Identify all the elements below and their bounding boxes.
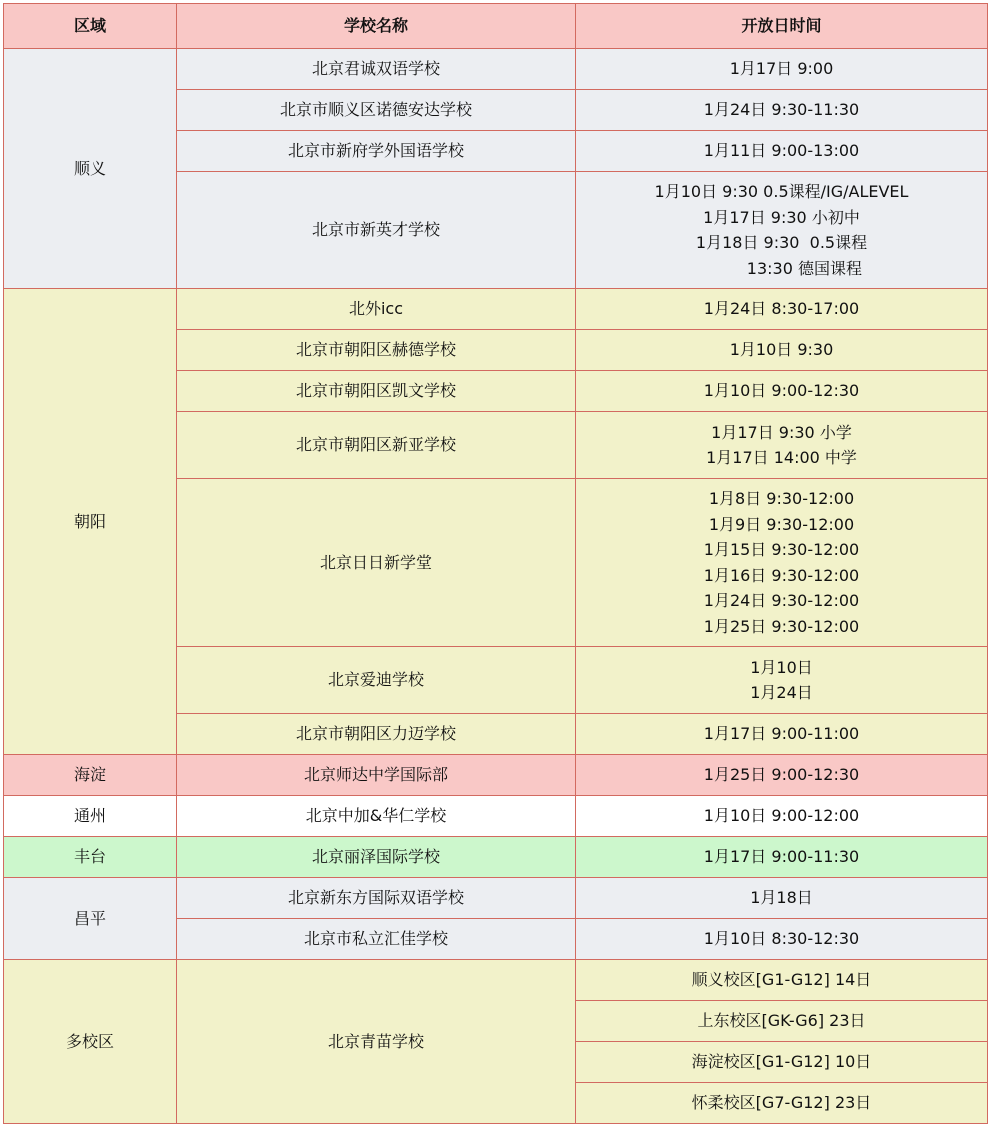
time-line: 1月17日 9:00-11:00 — [703, 724, 860, 744]
region-cell: 昌平 — [4, 878, 177, 960]
school-name-cell: 北京市朝阳区新亚学校 — [177, 412, 576, 479]
region-cell: 多校区 — [4, 960, 177, 1124]
open-day-time-cell — [576, 90, 988, 131]
open-day-time-cell — [576, 919, 988, 960]
time-line: 1月18日 9:30 0.5课程 — [695, 233, 868, 252]
table-row — [4, 289, 988, 330]
header-school-name: 学校名称 — [177, 4, 576, 49]
table-row — [4, 796, 988, 837]
open-day-time-cell — [576, 479, 988, 647]
school-name-cell: 北京市朝阳区赫德学校 — [177, 330, 576, 371]
time-line: 1月16日 9:30-12:00 — [703, 565, 860, 585]
school-name-cell: 北京师达中学国际部 — [177, 755, 576, 796]
school-name-cell: 北京丽泽国际学校 — [177, 837, 576, 878]
school-name-cell: 北京市私立汇佳学校 — [177, 919, 576, 960]
open-day-time-cell — [576, 49, 988, 90]
header-open-day-time: 开放日时间 — [576, 4, 988, 49]
table-row — [4, 49, 988, 90]
time-line: 1月24日 8:30-17:00 — [703, 299, 860, 319]
table-row — [4, 878, 988, 919]
time-line: 1月18日 — [750, 888, 813, 908]
open-day-time-cell — [576, 330, 988, 371]
time-line: 1月24日 9:30-11:30 — [703, 100, 860, 120]
region-cell: 朝阳 — [4, 289, 177, 755]
table-row — [4, 837, 988, 878]
open-day-time-cell — [576, 714, 988, 755]
school-name-cell: 北京君诚双语学校 — [177, 49, 576, 90]
region-cell: 顺义 — [4, 49, 177, 289]
school-name-cell: 北京日日新学堂 — [177, 479, 576, 647]
school-name-cell: 北京市新英才学校 — [177, 172, 576, 289]
campus-time-cell: 上东校区[GK-G6] 23日 — [576, 1001, 988, 1042]
time-line: 1月17日 14:00 中学 — [706, 448, 857, 467]
school-name-cell: 北外icc — [177, 289, 576, 330]
time-line: 1月24日 9:30-12:00 — [703, 591, 860, 610]
open-day-time-cell — [576, 796, 988, 837]
time-line: 1月8日 9:30-12:00 — [708, 489, 855, 508]
header-region: 区域 — [4, 4, 177, 49]
time-line: 1月17日 9:30 小初中 — [703, 207, 860, 227]
open-day-time-cell — [576, 289, 988, 330]
time-line: 13:30 德国课程 — [701, 258, 862, 278]
school-name-cell: 北京市顺义区诺德安达学校 — [177, 90, 576, 131]
open-day-time-cell — [576, 131, 988, 172]
time-line: 1月15日 9:30-12:00 — [703, 540, 860, 559]
open-day-time-cell — [576, 878, 988, 919]
open-day-time-cell — [576, 755, 988, 796]
school-name-cell: 北京爱迪学校 — [177, 647, 576, 714]
time-line: 1月10日 — [750, 657, 813, 677]
time-line: 1月25日 9:00-12:30 — [703, 765, 860, 785]
school-name-cell: 北京市朝阳区凯文学校 — [177, 371, 576, 412]
region-cell: 海淀 — [4, 755, 177, 796]
open-day-time-cell — [576, 412, 988, 479]
school-name-cell: 北京新东方国际双语学校 — [177, 878, 576, 919]
time-line: 1月24日 — [750, 683, 813, 702]
table-row — [4, 960, 988, 1001]
time-line: 1月11日 9:00-13:00 — [703, 141, 860, 161]
open-day-table — [3, 3, 988, 1124]
time-line: 1月17日 9:00 — [729, 59, 834, 79]
time-line: 1月10日 9:00-12:30 — [703, 381, 860, 401]
campus-time-cell: 海淀校区[G1-G12] 10日 — [576, 1042, 988, 1083]
school-name-cell: 北京中加&华仁学校 — [177, 796, 576, 837]
time-line: 1月10日 9:30 — [729, 340, 834, 360]
open-day-time-cell — [576, 837, 988, 878]
time-line: 1月17日 9:30 小学 — [711, 422, 852, 442]
table-header-row — [4, 4, 988, 49]
table-row — [4, 755, 988, 796]
campus-time-cell: 顺义校区[G1-G12] 14日 — [576, 960, 988, 1001]
time-line: 1月9日 9:30-12:00 — [708, 514, 855, 534]
region-cell: 丰台 — [4, 837, 177, 878]
time-line: 1月17日 9:00-11:30 — [703, 847, 860, 867]
open-day-time-cell — [576, 647, 988, 714]
time-line: 1月10日 8:30-12:30 — [703, 929, 860, 949]
open-day-time-cell — [576, 172, 988, 289]
school-name-cell: 北京市朝阳区力迈学校 — [177, 714, 576, 755]
open-day-time-cell — [576, 371, 988, 412]
campus-time-cell: 怀柔校区[G7-G12] 23日 — [576, 1083, 988, 1124]
table-body — [4, 49, 988, 1124]
time-line: 1月10日 9:30 0.5课程/IG/ALEVEL — [654, 182, 909, 201]
school-name-cell: 北京市新府学外国语学校 — [177, 131, 576, 172]
time-line: 1月10日 9:00-12:00 — [703, 806, 860, 826]
region-cell: 通州 — [4, 796, 177, 837]
school-name-cell: 北京青苗学校 — [177, 960, 576, 1124]
time-line: 1月25日 9:30-12:00 — [703, 616, 860, 636]
